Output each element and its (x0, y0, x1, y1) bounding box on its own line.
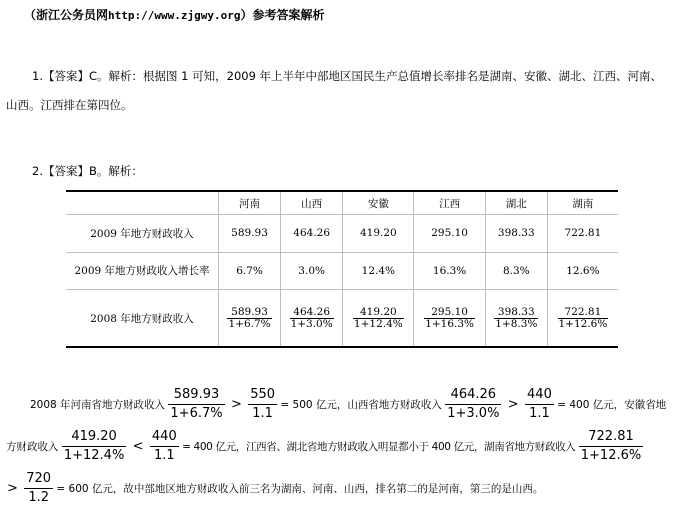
fraction-denominator: 1+12.4% (353, 317, 403, 330)
fraction-numerator: 464.26 (445, 386, 501, 405)
fraction-numerator: 589.93 (227, 307, 271, 319)
table-cell: 8.3% (485, 252, 547, 290)
table-cell: 6.7% (219, 252, 281, 290)
fraction-denominator: 1+6.7% (170, 406, 223, 421)
fraction (424, 307, 475, 330)
fraction-denominator: 1+12.6% (558, 317, 608, 330)
fraction (248, 386, 277, 423)
table-header-cell: 安徽 (343, 191, 414, 215)
fraction-numerator: 419.20 (62, 428, 126, 447)
table-cell: 464.26 (281, 215, 343, 253)
fraction-numerator: 722.81 (558, 307, 609, 319)
table-cell: 3.0% (281, 252, 343, 290)
table-cell: 398.33 (485, 215, 547, 253)
fraction (353, 307, 404, 330)
table-cell: 722.81 (547, 215, 618, 253)
table-header-cell (66, 191, 219, 215)
analysis-line-3 (4, 470, 543, 507)
table-header-cell: 山西 (281, 191, 343, 215)
row-label: 2009 年地方财政收入 (90, 227, 194, 240)
fraction-denominator: 1.2 (28, 490, 49, 505)
fraction (494, 307, 538, 330)
fraction (445, 386, 501, 423)
fraction-denominator: 1+6.7% (228, 317, 271, 330)
q1-line2: 山西。江西排在第四位。 (6, 98, 133, 112)
analysis-text: = 400 亿元，安徽省地 (557, 399, 667, 411)
fraction (525, 386, 554, 423)
operator: > (507, 397, 519, 412)
table-header-cell: 江西 (414, 191, 485, 215)
fraction (290, 307, 334, 330)
analysis-line-1 (30, 386, 666, 423)
table-cell: 295.10 (414, 215, 485, 253)
fraction-numerator: 550 (248, 386, 277, 405)
table-header-cell: 湖南 (547, 191, 618, 215)
header-suffix: ）参考答案解析 (240, 8, 325, 22)
fraction-numerator: 295.10 (424, 307, 475, 319)
fraction-denominator: 1+16.3% (425, 317, 475, 330)
fraction (579, 428, 643, 465)
fraction (150, 428, 179, 465)
operator: > (230, 397, 242, 412)
table-header-row (66, 191, 618, 215)
q1-line1: 1.【答案】C。解析：根据图 1 可知，2009 年上半年中部地区国民生产总值增长率排名是湖南、安徽、湖北、江西、河南、 (32, 69, 663, 83)
row-label: 2009 年地方财政收入增长率 (74, 265, 210, 278)
fraction-denominator: 1.1 (529, 406, 550, 421)
analysis-text: = 500 亿元，山西省地方财政收入 (280, 399, 442, 411)
analysis-line-2 (6, 428, 643, 465)
table-cell: 419.20 (343, 215, 414, 253)
fraction-denominator: 1+12.4% (63, 448, 125, 463)
fraction-numerator: 419.20 (353, 307, 404, 319)
table-header-cell: 河南 (219, 191, 281, 215)
fraction (227, 307, 271, 330)
operator: < (132, 439, 144, 454)
table-cell: 12.4% (343, 252, 414, 290)
header-url: http://www.zjgwy.org (108, 9, 241, 22)
fraction-numerator: 440 (150, 428, 179, 447)
fraction-numerator: 398.33 (494, 307, 538, 319)
fraction (168, 386, 224, 423)
fraction-numerator: 720 (24, 470, 53, 489)
table-cell (485, 290, 547, 347)
document-header (24, 6, 324, 23)
fraction-denominator: 1+12.6% (580, 448, 642, 463)
table-cell: 16.3% (414, 252, 485, 290)
table-cell (343, 290, 414, 347)
fraction-denominator: 1+3.0% (447, 406, 500, 421)
table-cell: 589.93 (219, 215, 281, 253)
fraction-numerator: 464.26 (290, 307, 334, 319)
table-cell (547, 290, 618, 347)
fraction-numerator: 440 (525, 386, 554, 405)
fraction-denominator: 1.1 (153, 448, 175, 463)
table-cell: 12.6% (547, 252, 618, 290)
fraction-denominator: 1+3.0% (290, 317, 333, 330)
table-cell (414, 290, 485, 347)
revenue-table (66, 190, 618, 348)
table-row (66, 290, 618, 347)
fraction (558, 307, 609, 330)
q2-title: 2.【答案】B。解析： (32, 164, 143, 178)
header-prefix: （浙江公务员网 (24, 8, 109, 22)
fraction-numerator: 722.81 (579, 428, 643, 447)
row-label: 2008 年地方财政收入 (90, 312, 194, 325)
analysis-text: = 400 亿元，江西省、湖北省地方财政收入明显都小于 400 亿元，湖南省地方财政收入 (182, 441, 576, 453)
analysis-text: 2008 年河南省地方财政收入 (30, 399, 166, 411)
fraction-denominator: 1.1 (252, 406, 273, 421)
analysis-text: 方财政收入 (6, 441, 59, 453)
fraction-denominator: 1+8.3% (495, 317, 538, 330)
fraction (24, 470, 53, 507)
table-row (66, 252, 618, 290)
analysis-text: = 600 亿元，故中部地区地方财政收入前三名为湖南、河南、山西，排名第二的是河南，第三的是山西。 (56, 483, 544, 495)
table-row (66, 215, 618, 253)
table-cell (219, 290, 281, 347)
fraction-numerator: 589.93 (168, 386, 224, 405)
table-cell (281, 290, 343, 347)
fraction (62, 428, 126, 465)
table-header-cell: 湖北 (485, 191, 547, 215)
operator: > (7, 481, 18, 496)
